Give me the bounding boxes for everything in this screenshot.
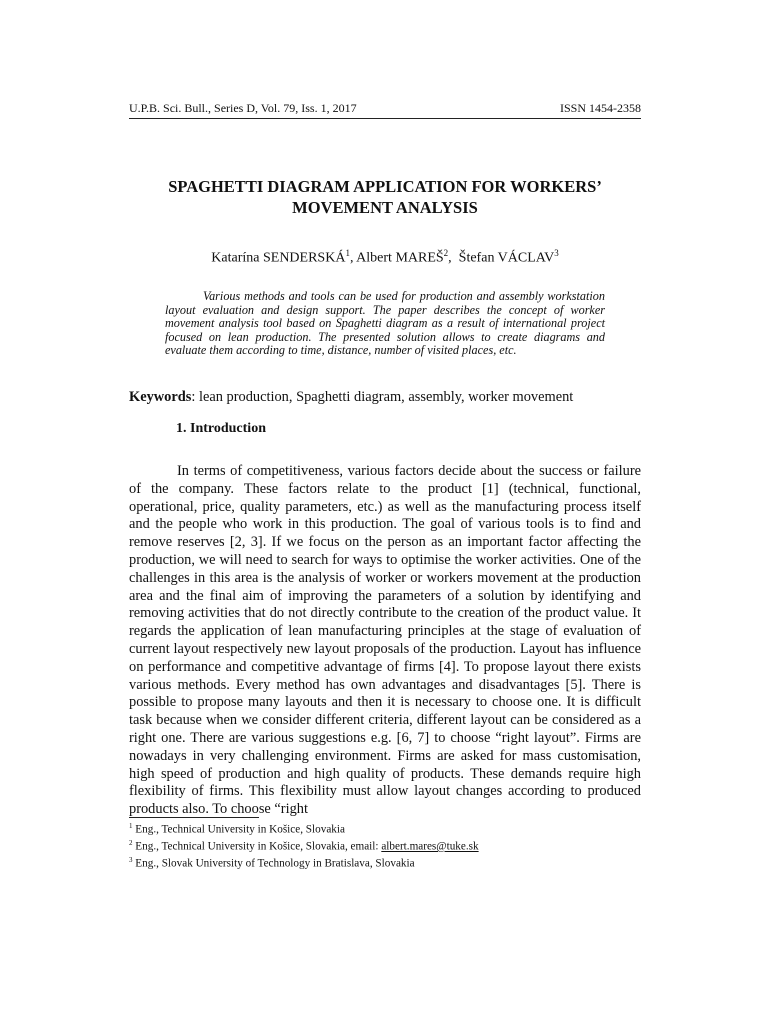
footnote-text: Eng., Technical University in Košice, Slovakia, email: (135, 840, 382, 853)
footnote-mark: 2 (129, 839, 133, 848)
footnote-text: Eng., Technical University in Košice, Slovakia (135, 823, 345, 836)
footnotes (129, 820, 641, 871)
footnote (129, 820, 641, 837)
abstract: Various methods and tools can be used for production and assembly workstation layout evaluation and design support. The paper describes the concept of worker movement analysis tool based on Spaghetti diagram as a result of international project focused on lean production. The presented solution allows to create diagrams and evaluate them according to time, distance, number of visited places, etc. (165, 289, 605, 358)
author-name: Albert MAREŠ (356, 250, 444, 266)
keywords-text: : lean production, Spaghetti diagram, assembly, worker movement (191, 389, 574, 405)
keywords (129, 388, 641, 406)
issn: ISSN 1454-2358 (559, 101, 641, 115)
paper-title (129, 176, 641, 218)
footnote (129, 837, 641, 854)
email-link[interactable]: albert.mares@tuke.sk (381, 840, 479, 853)
journal-citation: U.P.B. Sci. Bull., Series D, Vol. 79, Iss. 1, 2017 (129, 101, 357, 115)
author-list: Katarína SENDERSKÁ$^1$, Albert MAREŠ$^2$, Štefan VÁCLAV$^3$ (211, 248, 559, 266)
author-mark: 2 (443, 248, 449, 258)
title-line-1: SPAGHETTI DIAGRAM APPLICATION FOR WORKERS’ (168, 177, 602, 196)
keywords-label: Keywords (129, 389, 192, 405)
footnote-text: Eng., Slovak University of Technology in Bratislava, Slovakia (135, 858, 415, 871)
author-mark: 3 (554, 248, 559, 258)
running-header (129, 101, 641, 115)
footnote (129, 854, 641, 871)
footnote-mark: 1 (129, 822, 133, 830)
title-line-2: MOVEMENT ANALYSIS (292, 198, 478, 217)
author-mark: 1 (345, 248, 350, 258)
footnote-rule (129, 817, 259, 818)
body-paragraph: In terms of competitiveness, various factors decide about the success or failure of the company. These factors relate to the product [1] (technical, functional, operational, price, quality parameters, etc.) as well as the manufacturing process itself and the people who work in this production. The goal of various tools is to find and remove reserves [2, 3]. If we focus on the person as an important factor affecting the production, we will need to search for ways to optimise the worker activities. One of the challenges in this area is the analysis of worker or workers movement at the production area and the final aim of improving the parameters of a solution by identifying and removing activities that do not directly contribute to the creation of the product value. It regards the application of lean manufacturing principles at the stage of evaluation of current layout respectively new layout proposals of the production. Layout has influence on performance and competitive advantage of firms [4]. To propose layout there exists various methods. Every method has own advantages and disadvantages [5]. There is possible to propose many layouts and then it is necessary to choose one. It is difficult task because when we consider different criteria, different layout can be considered as a right one. There are various suggestions e.g. [6, 7] to choose “right layout”. Firms are nowadays in very challenging environment. Firms are asked for mass customisation, high speed of production and high quality of products. These demands require high flexibility of firms. This flexibility must allow layout changes according to produced products also. To choose “right (129, 463, 641, 818)
section-heading: 1. Introduction (176, 421, 266, 436)
footnote-mark: 3 (129, 856, 133, 865)
author-name: Katarína SENDERSKÁ (211, 250, 346, 266)
header-rule (129, 118, 641, 119)
author-name: Štefan VÁCLAV (458, 250, 555, 266)
